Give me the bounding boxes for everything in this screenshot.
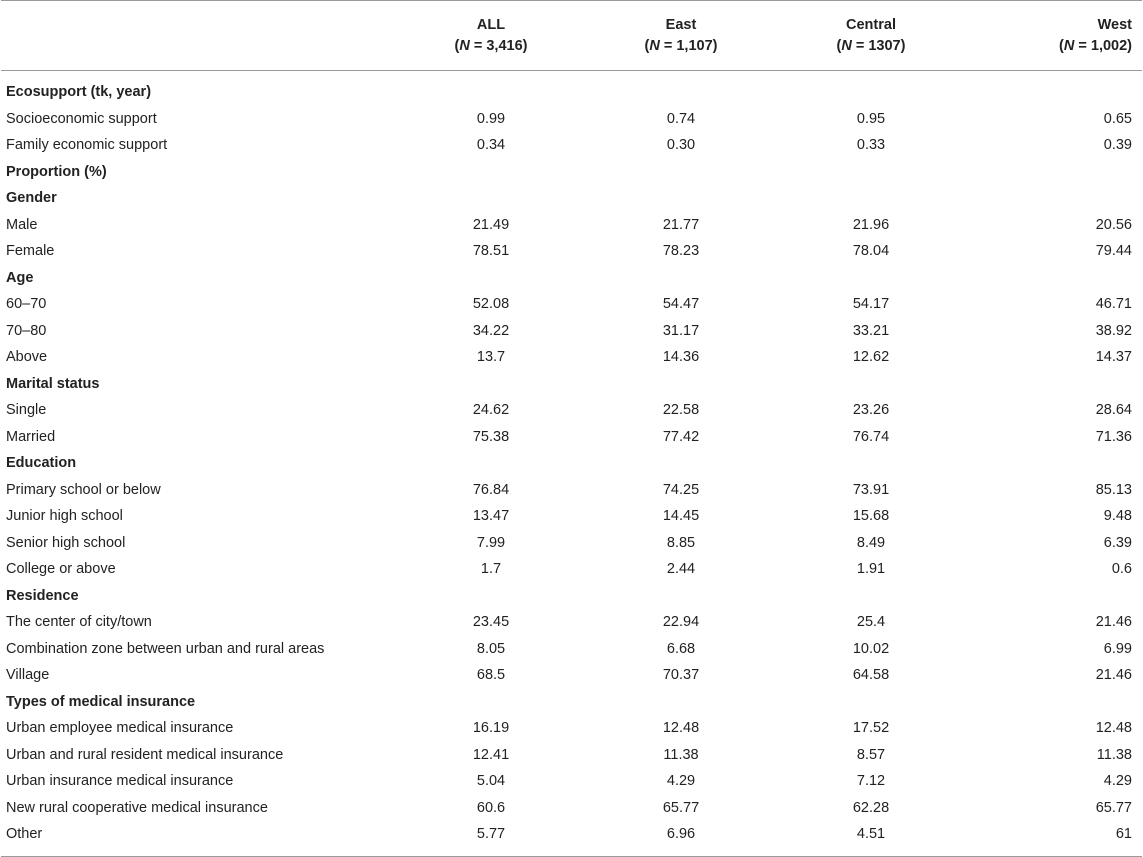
cell-west: 6.39: [1103, 534, 1132, 551]
cell-east: 0.30: [666, 137, 696, 153]
cell-east: 2.44: [666, 561, 696, 577]
cell-central: 17.52: [852, 720, 890, 736]
table-row: [1, 424, 1142, 451]
cell-west: [966, 159, 1142, 186]
table-row: [1, 503, 1142, 530]
cell-east: 4.29: [666, 773, 696, 789]
cell-west: 4.29: [1103, 773, 1132, 789]
cell-west: 21.46: [1095, 667, 1132, 683]
table-row: [1, 609, 1142, 636]
cell-east: 54.47: [662, 296, 700, 312]
cell-all: [396, 265, 586, 292]
cell-east: 8.85: [666, 534, 696, 551]
cell-east: 70.37: [662, 667, 700, 683]
row-label: Socioeconomic support: [6, 110, 157, 127]
row-label: Urban and rural resident medical insurance: [6, 746, 284, 763]
cell-west: 9.48: [1103, 508, 1132, 524]
table-row: [1, 795, 1142, 822]
cell-west: 0.39: [1103, 137, 1132, 153]
header-col-east: [586, 1, 776, 71]
cell-east: 78.23: [662, 243, 700, 259]
cell-all: 12.41: [472, 746, 510, 763]
row-label: 70–80: [6, 322, 47, 339]
cell-west: 11.38: [1096, 746, 1132, 763]
cell-east: 6.96: [666, 826, 696, 842]
cell-west: 61: [1115, 826, 1132, 842]
row-label: Other: [6, 826, 43, 842]
cell-central: 4.51: [856, 826, 886, 842]
cell-central: 15.68: [852, 508, 890, 524]
cell-all: 8.05: [476, 640, 506, 657]
cell-central: 64.58: [852, 667, 890, 683]
table-bottom-rule: [1, 848, 1142, 857]
cell-central: 8.49: [856, 534, 886, 551]
table-row: [1, 768, 1142, 795]
cell-central: [776, 79, 966, 106]
cell-west: [966, 450, 1142, 477]
section-label: Ecosupport (tk, year): [6, 84, 152, 100]
row-label: Urban employee medical insurance: [6, 720, 234, 736]
cell-all: 60.6: [476, 799, 506, 816]
cell-all: 0.99: [476, 110, 506, 127]
header-label: East: [665, 16, 697, 33]
cell-west: [966, 689, 1142, 716]
cell-all: 13.47: [472, 508, 510, 524]
row-label: College or above: [6, 561, 116, 577]
cell-central: 1.91: [856, 561, 886, 577]
cell-west: [966, 79, 1142, 106]
section-label: Education: [6, 455, 77, 471]
table-row: [1, 238, 1142, 265]
row-label: Family economic support: [6, 137, 168, 153]
cell-east: [586, 185, 776, 212]
cell-east: 12.48: [662, 720, 700, 736]
cell-west: 46.71: [1095, 296, 1132, 312]
cell-central: 54.17: [852, 296, 890, 312]
cell-all: 7.99: [476, 534, 506, 551]
cell-west: [966, 265, 1142, 292]
cell-all: 76.84: [472, 481, 510, 498]
table-header: [1, 1, 1142, 71]
cell-all: [396, 185, 586, 212]
header-col-central: [776, 1, 966, 71]
cell-all: 68.5: [476, 667, 506, 683]
table-row: [1, 636, 1142, 663]
cell-central: 7.12: [856, 773, 886, 789]
table-row: [1, 397, 1142, 424]
cell-all: 5.04: [476, 773, 506, 789]
row-label: Married: [6, 428, 56, 445]
row-label: Single: [6, 402, 47, 418]
section-row: [1, 371, 1142, 398]
cell-east: 11.38: [663, 746, 699, 763]
cell-central: 10.02: [852, 640, 890, 657]
header-col-west: [966, 1, 1142, 71]
header-label: ALL: [476, 16, 506, 33]
section-row: [1, 79, 1142, 106]
row-label: Urban insurance medical insurance: [6, 773, 234, 789]
row-label: Village: [6, 667, 50, 683]
header-n: (N = 1,002): [1059, 37, 1132, 54]
cell-central: [776, 159, 966, 186]
table-row: [1, 662, 1142, 689]
cell-east: [586, 450, 776, 477]
row-label: Primary school or below: [6, 481, 161, 498]
cell-west: 38.92: [1095, 322, 1132, 339]
cell-west: [966, 583, 1142, 610]
cell-east: 6.68: [666, 640, 696, 657]
data-table: [1, 0, 1142, 857]
header-n: (N = 3,416): [454, 37, 528, 54]
cell-central: [776, 583, 966, 610]
cell-east: 0.74: [666, 110, 696, 127]
table-row: [1, 106, 1142, 133]
cell-all: [396, 79, 586, 106]
cell-central: 73.91: [852, 481, 890, 498]
section-label: Proportion (%): [6, 163, 107, 180]
table-row: [1, 821, 1142, 848]
cell-all: 78.51: [472, 243, 510, 259]
row-label: Female: [6, 243, 55, 259]
cell-west: [966, 371, 1142, 398]
cell-all: 21.49: [472, 216, 510, 233]
table-row: [1, 132, 1142, 159]
cell-all: 23.45: [472, 614, 510, 630]
cell-east: [586, 689, 776, 716]
header-stub-cell: [1, 1, 396, 71]
cell-west: 65.77: [1095, 799, 1132, 816]
section-row: [1, 265, 1142, 292]
cell-east: 74.25: [662, 481, 700, 498]
row-label: Male: [6, 216, 38, 233]
cell-west: 85.13: [1095, 481, 1132, 498]
cell-east: 65.77: [662, 799, 700, 816]
cell-east: [586, 159, 776, 186]
header-row: [1, 1, 1142, 71]
cell-all: 34.22: [472, 322, 510, 339]
cell-all: 24.62: [472, 402, 510, 418]
header-n: (N = 1,107): [644, 37, 718, 54]
cell-east: [586, 371, 776, 398]
cell-east: 22.94: [662, 614, 700, 630]
cell-central: 33.21: [852, 322, 890, 339]
cell-all: 75.38: [472, 428, 510, 445]
section-label: Residence: [6, 587, 79, 604]
cell-all: 13.7: [476, 349, 506, 365]
table-row: [1, 477, 1142, 504]
cell-east: 31.17: [662, 322, 700, 339]
section-row: [1, 583, 1142, 610]
cell-central: 12.62: [852, 349, 890, 365]
row-label: 60–70: [6, 296, 47, 312]
cell-east: 22.58: [662, 402, 700, 418]
row-label: New rural cooperative medical insurance: [6, 799, 268, 816]
cell-all: 1.7: [480, 561, 502, 577]
cell-central: 62.28: [852, 799, 890, 816]
cell-all: [396, 371, 586, 398]
cell-central: 8.57: [856, 746, 886, 763]
cell-all: [396, 583, 586, 610]
header-col-all: [396, 1, 586, 71]
table-row: [1, 344, 1142, 371]
header-label: West: [1097, 16, 1132, 33]
section-label: Marital status: [6, 375, 100, 392]
section-row: [1, 689, 1142, 716]
cell-central: 25.4: [856, 614, 886, 630]
section-label: Age: [6, 269, 34, 286]
cell-west: 79.44: [1095, 243, 1132, 259]
row-label: Above: [6, 349, 48, 365]
section-row: [1, 185, 1142, 212]
header-label: Central: [846, 16, 896, 33]
cell-west: 21.46: [1095, 614, 1132, 630]
table-row: [1, 530, 1142, 557]
table-row: [1, 212, 1142, 239]
cell-west: 6.99: [1103, 640, 1132, 657]
cell-central: [776, 185, 966, 212]
cell-all: 16.19: [472, 720, 510, 736]
section-label: Types of medical insurance: [6, 693, 196, 710]
cell-west: 28.64: [1095, 402, 1132, 418]
cell-east: [586, 265, 776, 292]
cell-east: [586, 583, 776, 610]
cell-central: [776, 371, 966, 398]
row-label: Senior high school: [6, 534, 126, 551]
cell-east: 21.77: [662, 216, 700, 233]
cell-central: 0.33: [856, 137, 886, 153]
cell-east: 14.45: [662, 508, 700, 524]
cell-all: [396, 689, 586, 716]
cell-central: [776, 450, 966, 477]
cell-east: [586, 79, 776, 106]
cell-central: [776, 265, 966, 292]
table-row: [1, 318, 1142, 345]
cell-all: [396, 450, 586, 477]
cell-west: [966, 185, 1142, 212]
table-row: [1, 715, 1142, 742]
row-label: The center of city/town: [6, 614, 152, 630]
cell-east: 14.36: [662, 349, 700, 365]
spacer-row: [1, 71, 1142, 80]
row-label: Junior high school: [6, 508, 123, 524]
header-n: (N = 1307): [836, 37, 906, 54]
cell-all: [396, 159, 586, 186]
cell-central: 21.96: [852, 216, 890, 233]
cell-west: 14.37: [1095, 349, 1132, 365]
cell-west: 20.56: [1095, 216, 1132, 233]
section-label: Gender: [6, 190, 57, 206]
cell-west: 12.48: [1095, 720, 1132, 736]
cell-all: 5.77: [476, 826, 506, 842]
cell-all: 52.08: [472, 296, 510, 312]
table-row: [1, 291, 1142, 318]
cell-west: 0.65: [1103, 110, 1132, 127]
cell-west: 0.6: [1111, 561, 1132, 577]
cell-central: [776, 689, 966, 716]
section-row: [1, 450, 1142, 477]
table-row: [1, 556, 1142, 583]
table-row: [1, 742, 1142, 769]
row-label: Combination zone between urban and rural areas: [6, 640, 325, 657]
cell-east: 77.42: [662, 428, 700, 445]
cell-central: 76.74: [852, 428, 890, 445]
cell-west: 71.36: [1095, 428, 1132, 445]
section-row: [1, 159, 1142, 186]
cell-central: 23.26: [852, 402, 890, 418]
cell-all: 0.34: [476, 137, 506, 153]
cell-central: 78.04: [852, 243, 890, 259]
cell-central: 0.95: [856, 110, 886, 127]
table-body: [1, 71, 1142, 857]
